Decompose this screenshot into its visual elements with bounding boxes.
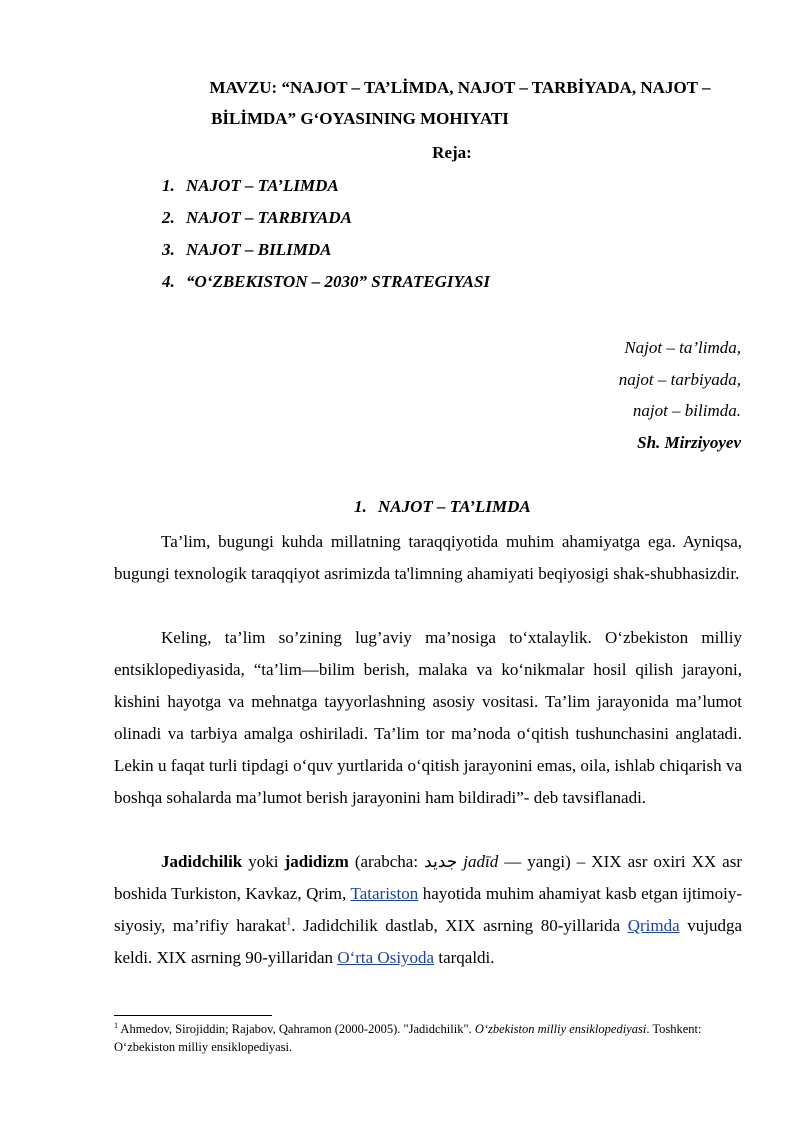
text-fragment: vujudga keldi. XIX asrning 90-yillaridan	[114, 916, 742, 967]
plan-item-number: 4.	[162, 272, 175, 291]
text-fragment: (arabcha:	[348, 852, 425, 871]
paragraph-text: Keling, ta’lim so’zining lug’aviy ma’nosiga to‘xtalaylik. O‘zbekiston milliy entsiklopediyasida, “ta’lim—bilim berish, malaka va ko‘nikmalar hosil qilish jarayoni, kishini hayotga va mehnatga tayyorlashning asosiy vositasi. Ta’lim jarayonida ma’lumot olinadi va tarbiya amalga oshiriladi. Ta’lim tor ma’noda o‘qitish tushunchasini anglatadi. Lekin u faqat turli tipdagi o‘quv yurtlarida o‘qitish jarayonini emas, oila, ishlab chiqarish va boshqa sohalarda ma’lumot berish jarayonini ham bildiradi”- deb tavsiflanadi.	[114, 628, 742, 807]
epigraph	[619, 336, 741, 462]
footnote	[114, 1020, 754, 1056]
plan-list	[162, 174, 490, 302]
section-title: NAJOT – TA’LIMDA	[378, 497, 531, 516]
plan-item-text: NAJOT – BILIMDA	[186, 240, 332, 259]
document-title-line-2: BİLİMDA” G‘OYASINING MOHIYATI	[211, 109, 509, 128]
footnote-text: . Toshkent: O‘zbekiston milliy ensiklopediyasi.	[114, 1022, 702, 1054]
epigraph-line: Najot – ta’limda,	[624, 338, 741, 357]
text-fragment: hayotida muhim ahamiyat kasb etgan ijtimoiy-siyosiy, ma’rifiy harakat	[114, 884, 742, 935]
term-jadidizm: jadidizm	[284, 852, 349, 871]
plan-item-text: NAJOT – TA’LIMDA	[186, 176, 339, 195]
epigraph-line: najot – tarbiyada,	[618, 369, 741, 389]
paragraph-2	[114, 622, 742, 814]
arabic-word: جديد	[424, 852, 458, 871]
footnote-separator	[114, 1015, 272, 1016]
section-heading	[354, 497, 531, 517]
paragraph-3	[114, 846, 742, 974]
epigraph-author: Sh. Mirziyoyev	[637, 432, 741, 452]
link-qrimda[interactable]: Qrimda	[627, 916, 680, 935]
text-fragment: — yangi) – XIX asr oxiri XX asr boshida Turkiston, Kavkaz, Qrim,	[114, 852, 742, 903]
link-orta-osiyoda[interactable]: O‘rta Osiyoda	[337, 948, 435, 967]
text-fragment: . Jadidchilik dastlab, XIX asrning 80-yillarida	[291, 916, 628, 935]
footnote-number: 1	[114, 1020, 118, 1030]
epigraph-line: najot – bilimda.	[632, 401, 741, 420]
term-jadidchilik: Jadidchilik	[161, 852, 243, 871]
document-title-line-1: MAVZU: “NAJOT – TA’LİMDA, NAJOT – TARBİYADA, NAJOT –	[209, 78, 711, 97]
plan-item-number: 1.	[162, 176, 175, 195]
text-fragment: tarqaldi.	[434, 948, 495, 967]
footnote-reference[interactable]: 1	[286, 916, 292, 928]
plan-item-number: 2.	[162, 208, 175, 227]
plan-item	[162, 174, 490, 206]
plan-item	[162, 238, 490, 270]
plan-item-number: 3.	[162, 240, 175, 259]
link-tatariston[interactable]: Tatariston	[350, 884, 419, 903]
plan-item	[162, 270, 490, 302]
plan-heading: Reja:	[432, 143, 472, 162]
text-fragment: yoki	[242, 852, 285, 871]
section-number: 1.	[354, 497, 367, 516]
plan-item	[162, 206, 490, 238]
paragraph-1	[114, 526, 742, 590]
footnote-text: Ahmedov, Sirojiddin; Rajabov, Qahramon (2000-2005). "Jadidchilik".	[118, 1022, 475, 1036]
paragraph-text: Ta’lim, bugungi kuhda millatning taraqqiyotida muhim ahamiyatga ega. Ayniqsa, bugungi texnologik taraqqiyot asrimizda ta'limning ahamiyati beqiyosigi shak-shubhasizdir.	[114, 532, 742, 583]
plan-item-text: “O‘ZBEKISTON – 2030” STRATEGIYASI	[186, 272, 491, 291]
plan-item-text: NAJOT – TARBIYADA	[186, 208, 352, 227]
paragraph-text	[114, 846, 742, 974]
footnote-source: O‘zbekiston milliy ensiklopediyasi	[474, 1022, 647, 1036]
transliteration: jadīd	[463, 852, 499, 871]
